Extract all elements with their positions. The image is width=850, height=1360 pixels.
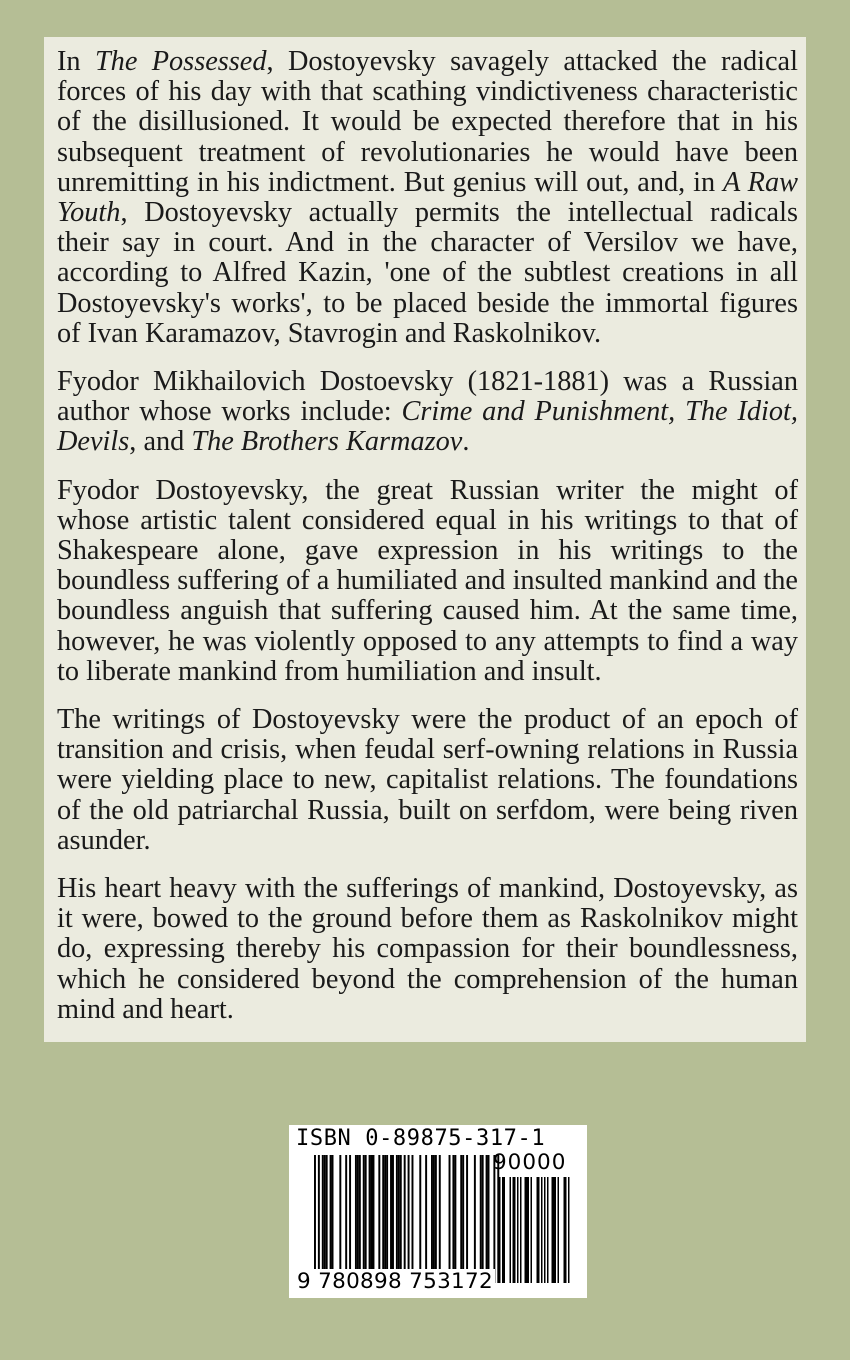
text-segment: . xyxy=(462,426,470,458)
text-segment: The writings of Dostoyevsky were the product of an epoch of transition and crisis, when feudal serf-owning relations in Russia were yielding place to new, capitalist relations. The foundations of the old patriarchal Russia, built on serfdom, were being riven asunder. xyxy=(57,704,798,856)
barcode-bar xyxy=(390,1155,392,1270)
barcode-bar xyxy=(502,1177,504,1283)
barcode-bar xyxy=(314,1155,316,1283)
barcode-bar xyxy=(510,1177,512,1283)
text-segment: His heart heavy with the sufferings of mankind, Dostoyevsky, as it were, bowed to the ground before them as Raskolnikov might do, expressing thereby his compassion for their boundlessness, which he considered beyond the comprehension of the human mind and heart. xyxy=(57,873,798,1025)
paragraph-summary xyxy=(57,47,798,349)
barcode-bar xyxy=(514,1177,516,1283)
barcode-bar xyxy=(474,1155,476,1270)
ean-number: 9 780898 753172 xyxy=(297,1269,493,1294)
barcode-bar xyxy=(555,1177,557,1283)
barcode-bar xyxy=(460,1155,462,1270)
barcode-bar xyxy=(322,1155,324,1270)
barcode-bar xyxy=(504,1177,506,1283)
barcode-bar xyxy=(528,1177,530,1283)
paragraph-talent xyxy=(57,476,798,687)
barcode-bar xyxy=(326,1155,328,1270)
barcode-bar xyxy=(547,1177,549,1283)
text-segment: , Dostoyevsky savagely attacked the radical forces of his day with that scathing vindictiveness characteristic of the disillusioned. It would be expected therefore that in his subsequent treatment of revolutionaries he would have been unremitting in his indictment. But genius will out, and, in xyxy=(57,46,798,198)
text-segment: A Raw Youth xyxy=(57,166,798,229)
barcode-bar xyxy=(324,1155,326,1270)
barcode-bar xyxy=(525,1177,527,1283)
barcode-bar xyxy=(349,1155,351,1270)
barcode-bar xyxy=(520,1177,522,1283)
barcode-bar xyxy=(392,1155,394,1270)
barcode-bar xyxy=(526,1177,528,1283)
paragraph-author-bio xyxy=(57,367,798,458)
isbn-barcode xyxy=(289,1125,587,1298)
barcode-bar xyxy=(449,1155,451,1270)
barcode-bar xyxy=(382,1155,384,1270)
barcode-bar xyxy=(499,1177,501,1283)
text-segment: , and xyxy=(129,426,192,458)
text-segment: Crime and Punishment, The Idiot, Devils xyxy=(57,396,798,458)
barcode-bar xyxy=(373,1155,375,1270)
barcode-bar xyxy=(435,1155,437,1270)
barcode-bar xyxy=(531,1177,533,1283)
barcode-bar xyxy=(359,1155,361,1270)
barcode-bar xyxy=(544,1177,546,1283)
barcode-bar xyxy=(466,1155,468,1270)
barcode-bar xyxy=(345,1155,347,1270)
barcode-bar xyxy=(433,1155,435,1270)
barcode-bar xyxy=(541,1177,543,1283)
barcode-bar xyxy=(386,1155,388,1270)
barcode-bar xyxy=(480,1155,482,1270)
barcode-bar xyxy=(412,1155,414,1270)
paragraph-compassion xyxy=(57,874,798,1025)
barcode-bar xyxy=(425,1155,427,1270)
text-segment: The Brothers Karmazov xyxy=(191,426,463,458)
barcode-bar xyxy=(486,1155,488,1270)
barcode-bar xyxy=(330,1155,332,1270)
price-addon-number: 90000 xyxy=(493,1150,567,1175)
barcode-bar xyxy=(384,1155,386,1270)
barcode-bar xyxy=(564,1177,566,1283)
barcode-bar xyxy=(454,1155,456,1270)
barcode-bar xyxy=(537,1177,539,1283)
barcode-bar xyxy=(369,1155,371,1270)
barcode-bar xyxy=(439,1155,441,1270)
barcode-bar xyxy=(431,1155,433,1270)
barcode-bar xyxy=(517,1177,519,1283)
barcode-bar xyxy=(355,1155,357,1270)
barcode-bar xyxy=(363,1155,365,1270)
barcode-bar xyxy=(398,1155,400,1270)
barcode-bar xyxy=(365,1155,367,1270)
text-segment: Fyodor Mikhailovich Dostoevsky (1821-1881) was a Russian author whose works include: xyxy=(57,366,798,428)
barcode-bar xyxy=(339,1155,341,1270)
barcode-bar xyxy=(568,1177,570,1283)
barcode-bar xyxy=(452,1155,454,1270)
barcode-bar xyxy=(357,1155,359,1270)
barcode-bar xyxy=(318,1155,320,1283)
barcode-bar xyxy=(558,1177,560,1283)
barcode-bar xyxy=(332,1155,334,1270)
barcode-bar xyxy=(552,1177,554,1283)
barcode-bar xyxy=(408,1155,410,1283)
barcode-bar xyxy=(371,1155,373,1270)
barcode-bar xyxy=(565,1177,567,1283)
barcode-bar xyxy=(553,1177,555,1283)
barcode-bar xyxy=(400,1155,402,1270)
barcode-bar xyxy=(378,1155,380,1270)
barcode-bar xyxy=(404,1155,406,1283)
text-segment: The Possessed xyxy=(94,46,267,77)
text-segment: , Dostoyevsky actually permits the intellectual radicals their say in court. And in the character of Versilov we have, according to Alfred Kazin, 'one of the subtlest creations in all Dostoyevsky's works', to be placed beside the immortal figures of Ivan Karamazov, Stavrogin and Raskolnikov. xyxy=(57,197,798,349)
isbn-label: ISBN 0-89875-317-1 xyxy=(296,1126,546,1151)
barcode-bar xyxy=(396,1155,398,1270)
barcode-bar xyxy=(419,1155,421,1270)
barcode-bar xyxy=(488,1155,490,1270)
barcode-bar xyxy=(482,1155,484,1270)
text-segment: Fyodor Dostoyevsky, the great Russian writer the might of whose artistic talent considered equal in his writings to that of Shakespeare alone, gave expression in his writings to the boundless suffering of a humiliated and insulted mankind and the boundless anguish that suffering caused him. At the same time, however, he was violently opposed to any attempts to find a way to liberate mankind from humiliation and insult. xyxy=(57,474,798,687)
description-panel xyxy=(44,37,806,1042)
barcode-bar xyxy=(462,1155,464,1270)
text-segment: In xyxy=(57,46,95,77)
barcode-bar xyxy=(538,1177,540,1283)
paragraph-epoch xyxy=(57,705,798,856)
barcode-bar xyxy=(513,1177,515,1283)
